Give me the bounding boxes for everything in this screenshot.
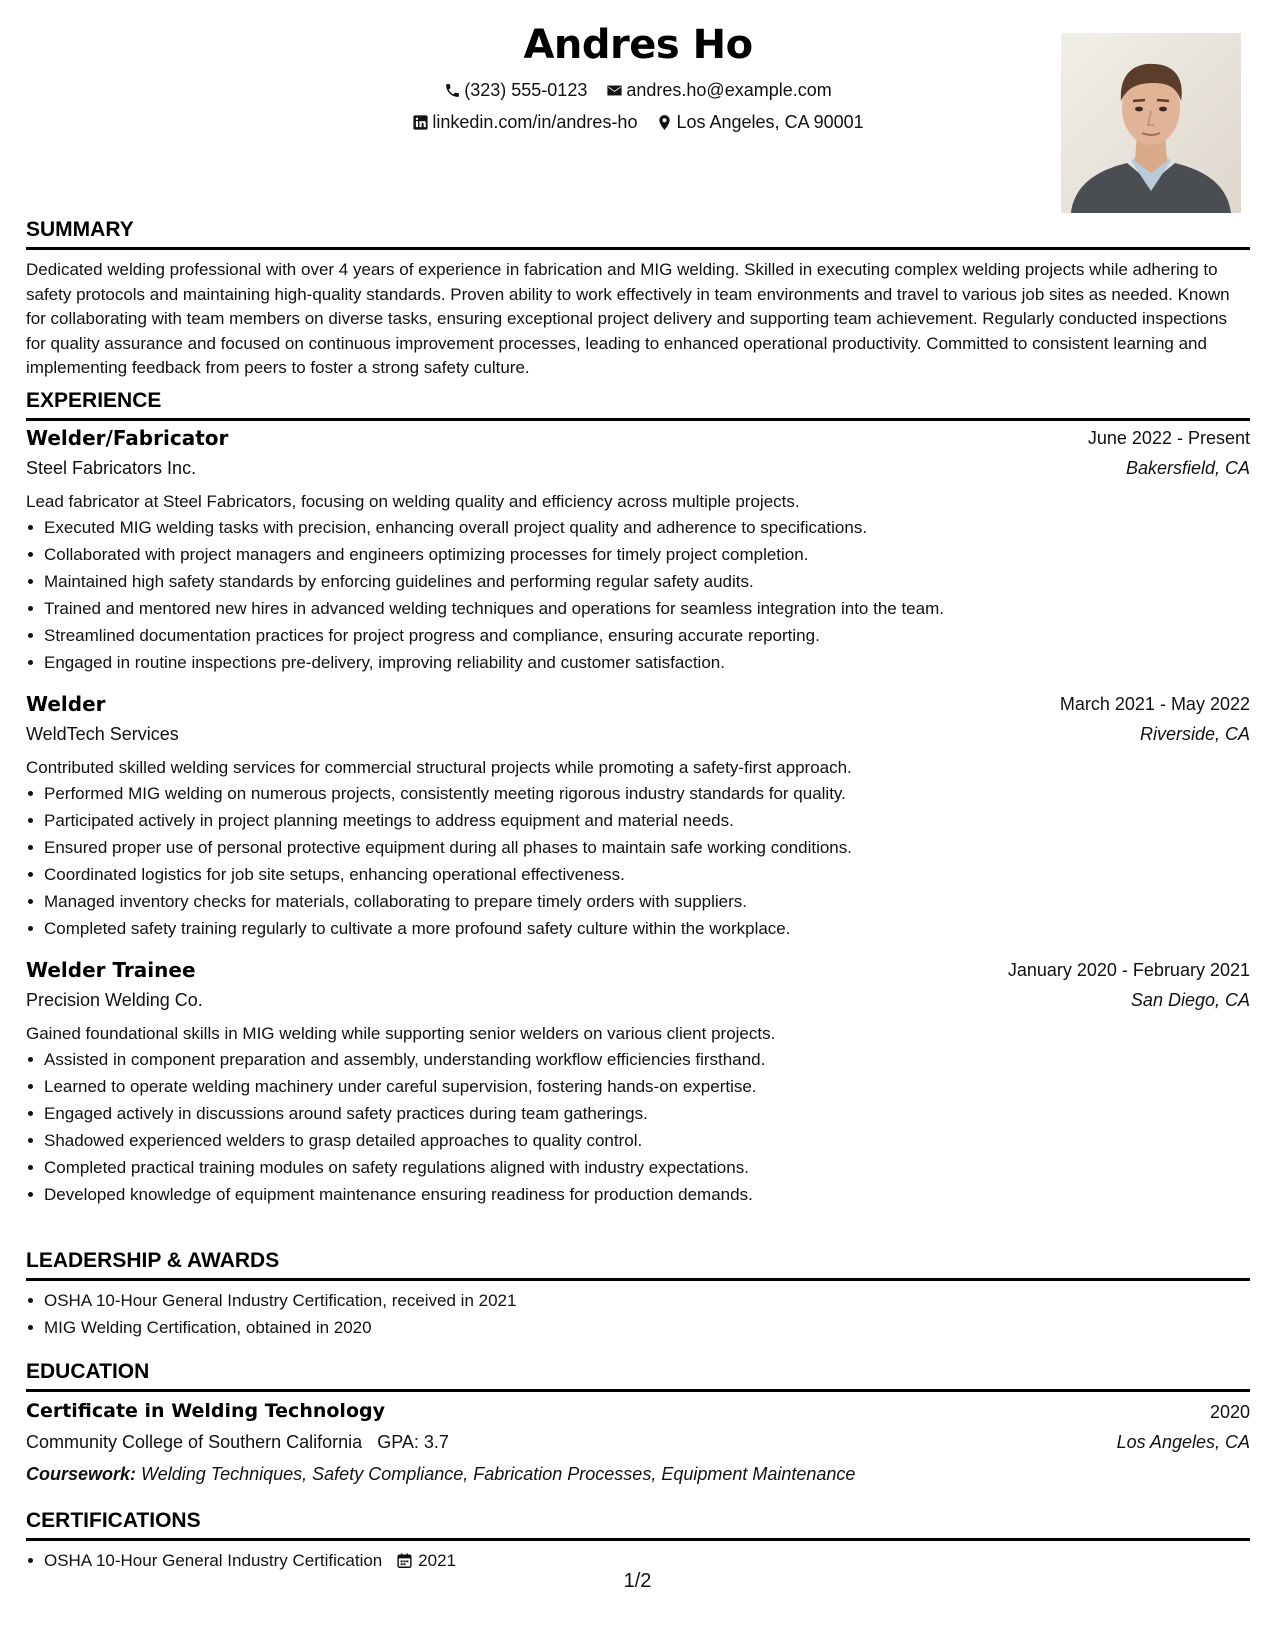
location-text: Los Angeles, CA 90001	[676, 112, 864, 132]
leadership-section	[26, 1248, 1250, 1341]
job-company: WeldTech Services	[26, 724, 179, 744]
job-3	[26, 958, 1250, 1208]
degree-title: Certificate in Welding Technology	[26, 1400, 385, 1422]
list-item: Completed safety training regularly to cultivate a more profound safety culture within the workplace.	[44, 915, 1250, 942]
list-item: Managed inventory checks for materials, collaborating to prepare timely orders with suppliers.	[44, 888, 1250, 915]
phone-icon	[444, 82, 461, 99]
summary-section	[26, 217, 1250, 381]
job-bullets	[26, 1046, 1250, 1208]
list-item: Engaged in routine inspections pre-delivery, improving reliability and customer satisfaction.	[44, 649, 1250, 676]
job-description: Contributed skilled welding services for commercial structural projects while promoting a safety-first approach.	[26, 758, 852, 777]
certifications-heading: CERTIFICATIONS	[26, 1508, 1250, 1541]
candidate-name: Andres Ho	[523, 22, 753, 68]
coursework-text: Welding Techniques, Safety Compliance, Fabrication Processes, Equipment Maintenance	[141, 1464, 856, 1484]
list-item: Assisted in component preparation and assembly, understanding workflow efficiencies firsthand.	[44, 1046, 1250, 1073]
certification-year: 2021	[418, 1551, 456, 1570]
profile-photo	[1061, 33, 1241, 213]
list-item: Performed MIG welding on numerous projects, consistently meeting rigorous industry standards for quality.	[44, 780, 1250, 807]
job-dates: January 2020 - February 2021	[1007, 960, 1250, 980]
linkedin-item[interactable]	[412, 112, 637, 133]
job-1	[26, 426, 1250, 676]
job-dates: March 2021 - May 2022	[1059, 694, 1250, 714]
list-item: Collaborated with project managers and engineers optimizing processes for timely project completion.	[44, 541, 1250, 568]
list-item: Developed knowledge of equipment maintenance ensuring readiness for production demands.	[44, 1181, 1250, 1208]
list-item: Coordinated logistics for job site setups, enhancing operational effectiveness.	[44, 861, 1250, 888]
job-location: Riverside, CA	[1139, 724, 1250, 744]
list-item: Trained and mentored new hires in advanced welding techniques and operations for seamless integration into the team.	[44, 595, 1250, 622]
list-item: Ensured proper use of personal protective equipment during all phases to maintain safe working conditions.	[44, 834, 1250, 861]
coursework-line	[26, 1464, 1250, 1485]
job-bullets	[26, 514, 1250, 676]
school-name: Community College of Southern California	[26, 1432, 363, 1452]
list-item: Engaged actively in discussions around safety practices during team gatherings.	[44, 1100, 1250, 1127]
job-description: Lead fabricator at Steel Fabricators, focusing on welding quality and efficiency across multiple projects.	[26, 492, 800, 511]
list-item: Participated actively in project planning meetings to address equipment and material needs.	[44, 807, 1250, 834]
list-item: Maintained high safety standards by enforcing guidelines and performing regular safety audits.	[44, 568, 1250, 595]
linkedin-icon	[412, 114, 429, 131]
leadership-list	[26, 1287, 1250, 1341]
job-title: Welder Trainee	[26, 958, 196, 982]
list-item: Completed practical training modules on safety regulations aligned with industry expectations.	[44, 1154, 1250, 1181]
education-year: 2020	[1209, 1402, 1250, 1422]
list-item: Executed MIG welding tasks with precision, enhancing overall project quality and adherence to specifications.	[44, 514, 1250, 541]
certification-name: OSHA 10-Hour General Industry Certification	[44, 1551, 383, 1570]
list-item: Learned to operate welding machinery under careful supervision, fostering hands-on expertise.	[44, 1073, 1250, 1100]
list-item: Shadowed experienced welders to grasp detailed approaches to quality control.	[44, 1127, 1250, 1154]
job-title: Welder/Fabricator	[26, 426, 229, 450]
job-bullets	[26, 780, 1250, 942]
job-location: Bakersfield, CA	[1125, 458, 1250, 478]
job-2	[26, 692, 1250, 942]
leadership-heading: LEADERSHIP & AWARDS	[26, 1248, 1250, 1281]
phone-text: (323) 555-0123	[464, 80, 588, 100]
calendar-icon	[396, 1552, 413, 1569]
education-heading: EDUCATION	[26, 1359, 1250, 1392]
gpa: GPA: 3.7	[377, 1432, 449, 1452]
linkedin-text: linkedin.com/in/andres-ho	[432, 112, 638, 132]
experience-section	[26, 388, 1250, 421]
experience-heading: EXPERIENCE	[26, 388, 1250, 421]
page-number: 1/2	[623, 1570, 652, 1592]
summary-heading: SUMMARY	[26, 217, 1250, 250]
list-item: OSHA 10-Hour General Industry Certification, received in 2021	[44, 1287, 1250, 1314]
resume-page	[26, 0, 1250, 1650]
list-item: Streamlined documentation practices for project progress and compliance, ensuring accurate reporting.	[44, 622, 1250, 649]
envelope-icon	[606, 82, 623, 99]
phone-item	[444, 80, 587, 101]
job-description: Gained foundational skills in MIG welding while supporting senior welders on various client projects.	[26, 1024, 776, 1043]
job-location: San Diego, CA	[1130, 990, 1250, 1010]
education-section	[26, 1359, 1250, 1485]
job-company: Precision Welding Co.	[26, 990, 203, 1010]
coursework-label: Coursework:	[26, 1464, 137, 1484]
education-location: Los Angeles, CA	[1116, 1432, 1250, 1452]
job-dates: June 2022 - Present	[1087, 428, 1250, 448]
certifications-section	[26, 1508, 1250, 1574]
map-pin-icon	[656, 114, 673, 131]
email-text: andres.ho@example.com	[626, 80, 832, 100]
list-item: MIG Welding Certification, obtained in 2020	[44, 1314, 1250, 1341]
job-title: Welder	[26, 692, 106, 716]
email-item[interactable]	[606, 80, 831, 101]
summary-text: Dedicated welding professional with over 4 years of experience in fabrication and MIG welding. Skilled in executing complex welding projects while adhering to safety protocols and maintaining high-quality standards. Proven ability to work effectively in team environments and travel to various job sites as needed. Known for collaborating with team members on diverse tasks, ensuring exceptional project delivery and supporting team achievement. Regularly conducted inspections for quality assurance and focused on continuous improvement processes, leading to enhanced operational productivity. Committed to consistent learning and implementing feedback from peers to foster a strong safety culture.	[26, 260, 1230, 377]
school-line	[26, 1432, 449, 1453]
job-company: Steel Fabricators Inc.	[26, 458, 197, 478]
location-item	[656, 112, 863, 133]
